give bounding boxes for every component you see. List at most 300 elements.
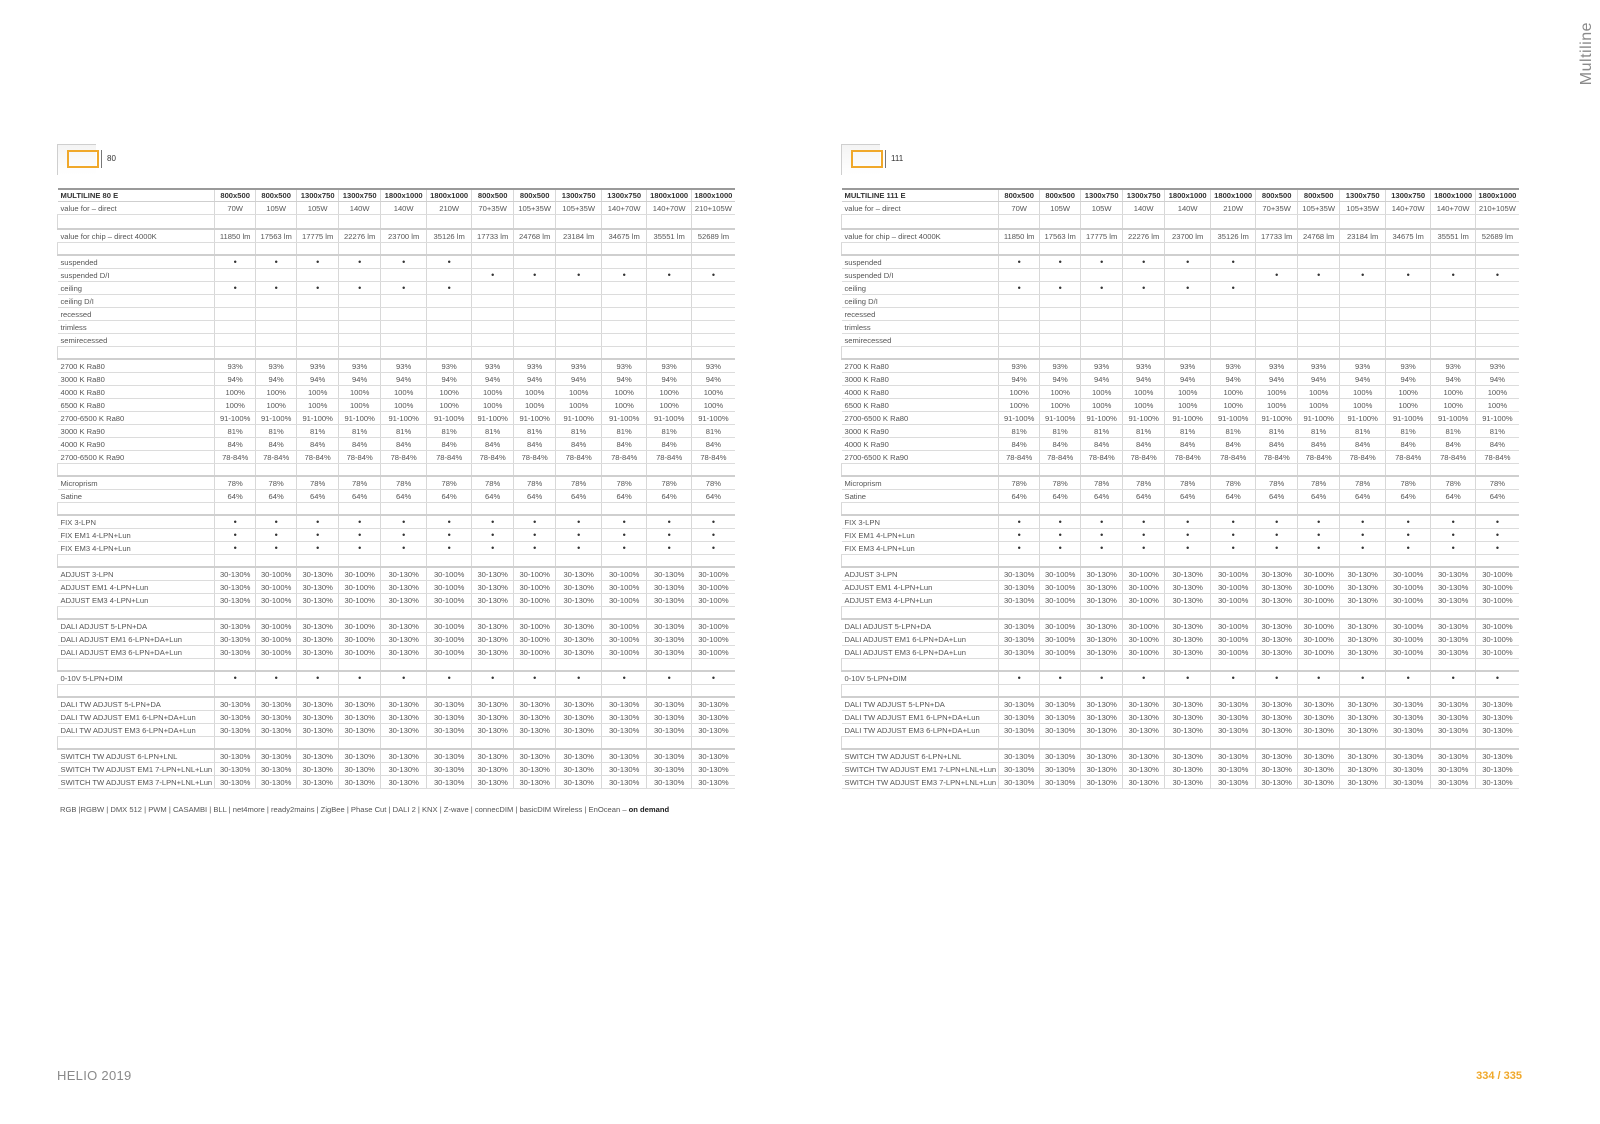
table-cell: 100% <box>1340 386 1386 399</box>
table-cell: 30-130% <box>297 633 339 646</box>
lumen-cell: 23700 lm <box>1165 229 1211 243</box>
separator-cell <box>647 464 692 477</box>
table-cell: 100% <box>1040 386 1081 399</box>
table-cell <box>1211 295 1256 308</box>
table-cell: 91-100% <box>1256 412 1298 425</box>
table-cell: 30-100% <box>1298 581 1340 594</box>
table-cell: 30-130% <box>215 711 256 724</box>
row-label: 4000 K Ra80 <box>842 386 999 399</box>
separator-cell <box>1081 607 1123 620</box>
table-row <box>58 255 735 269</box>
table-cell: 100% <box>1040 399 1081 412</box>
table-cell: 30-100% <box>1040 567 1081 581</box>
separator-cell <box>472 737 514 750</box>
table-cell: 30-130% <box>999 646 1040 659</box>
row-label: 4000 K Ra90 <box>842 438 999 451</box>
spacer-cell <box>1476 215 1519 230</box>
protocols-text: RGB |RGBW | DMX 512 | PWM | CASAMBI | BLL | net4more | ready2mains | ZigBee | Phase Cut | DALI 2 | KNX | Z-wave | connecDIM | basicDIM Wireless | EnOcean – <box>60 805 629 814</box>
separator-cell <box>556 659 602 672</box>
separator-cell <box>1386 503 1431 516</box>
table-cell <box>256 308 297 321</box>
lumen-cell: 52689 lm <box>692 229 735 243</box>
table-cell: 100% <box>381 399 427 412</box>
table-cell: • <box>1123 255 1165 269</box>
table-cell: 30-130% <box>1165 594 1211 607</box>
table-cell: 30-130% <box>556 633 602 646</box>
table-cell: 30-130% <box>692 763 735 776</box>
separator-cell <box>1386 607 1431 620</box>
row-label: 3000 K Ra90 <box>842 425 999 438</box>
size-header: 1800x1000 <box>647 189 692 202</box>
separator-cell <box>1040 659 1081 672</box>
separator-cell <box>1476 607 1519 620</box>
lumen-cell: 17563 lm <box>256 229 297 243</box>
table-cell: 30-130% <box>514 749 556 763</box>
row-label: FIX 3-LPN <box>58 515 215 529</box>
separator-cell <box>842 464 999 477</box>
table-cell: • <box>514 671 556 685</box>
separator-cell <box>1431 347 1476 360</box>
table-cell: 78% <box>999 476 1040 490</box>
separator-cell <box>1298 607 1340 620</box>
table-cell: • <box>472 269 514 282</box>
table-cell: 30-130% <box>647 711 692 724</box>
separator-cell <box>1340 555 1386 568</box>
table-cell: • <box>514 542 556 555</box>
table-row <box>58 646 735 659</box>
table-cell <box>999 269 1040 282</box>
table-cell <box>647 334 692 347</box>
group-separator <box>842 555 1519 568</box>
table-cell: • <box>381 515 427 529</box>
row-label: Satine <box>58 490 215 503</box>
table-cell: 91-100% <box>427 412 472 425</box>
wattage-cell: 105W <box>297 202 339 215</box>
table-cell: 84% <box>339 438 381 451</box>
table-cell: 100% <box>1340 399 1386 412</box>
table-cell: 100% <box>339 386 381 399</box>
table-row <box>58 438 735 451</box>
table-cell: • <box>1165 671 1211 685</box>
table-cell <box>339 295 381 308</box>
table-row <box>58 697 735 711</box>
table-title: MULTILINE 111 E <box>842 189 999 202</box>
table-cell: 93% <box>556 359 602 373</box>
table-cell: • <box>1081 255 1123 269</box>
table-cell: 30-130% <box>647 724 692 737</box>
separator-cell <box>1298 464 1340 477</box>
row-label: ADJUST EM1 4-LPN+Lun <box>842 581 999 594</box>
table-cell: • <box>427 282 472 295</box>
table-cell <box>1386 255 1431 269</box>
table-cell <box>1081 308 1123 321</box>
table-cell: • <box>647 542 692 555</box>
table-cell: • <box>1256 515 1298 529</box>
table-cell: 100% <box>999 399 1040 412</box>
table-cell: 78% <box>1081 476 1123 490</box>
table-cell <box>602 308 647 321</box>
separator-cell <box>472 555 514 568</box>
separator-cell <box>1256 503 1298 516</box>
table-row <box>58 671 735 685</box>
table-cell: 30-130% <box>1081 711 1123 724</box>
table-cell: • <box>556 542 602 555</box>
separator-cell <box>297 243 339 256</box>
table-cell: 30-130% <box>602 711 647 724</box>
table-row <box>842 776 1519 789</box>
separator-cell <box>1211 347 1256 360</box>
table-cell: 30-100% <box>256 581 297 594</box>
table-cell: 84% <box>427 438 472 451</box>
table-cell <box>1340 295 1386 308</box>
table-cell: • <box>1386 529 1431 542</box>
table-cell: 93% <box>1123 359 1165 373</box>
table-cell: • <box>297 671 339 685</box>
table-cell: 84% <box>647 438 692 451</box>
table-cell: 30-130% <box>1040 763 1081 776</box>
table-cell <box>692 308 735 321</box>
table-cell: 81% <box>1298 425 1340 438</box>
table-cell: 30-100% <box>692 567 735 581</box>
table-cell: 30-130% <box>647 646 692 659</box>
table-cell: 30-130% <box>556 711 602 724</box>
table-cell: • <box>692 269 735 282</box>
table-cell: 30-130% <box>1081 581 1123 594</box>
table-cell: 30-130% <box>1123 776 1165 789</box>
table-cell: • <box>339 671 381 685</box>
table-cell <box>297 321 339 334</box>
row-label: SWITCH TW ADJUST EM3 7-LPN+LNL+Lun <box>842 776 999 789</box>
table-cell: 30-100% <box>514 633 556 646</box>
separator-cell <box>381 347 427 360</box>
table-cell: • <box>1386 515 1431 529</box>
table-cell: 30-130% <box>1211 711 1256 724</box>
separator-cell <box>1431 685 1476 698</box>
table-cell: 93% <box>1165 359 1211 373</box>
table-cell: 91-100% <box>1081 412 1123 425</box>
table-cell <box>1211 308 1256 321</box>
separator-cell <box>1476 347 1519 360</box>
table-cell <box>256 269 297 282</box>
wattage-cell: 105W <box>256 202 297 215</box>
table-cell: 30-130% <box>1081 697 1123 711</box>
table-cell: 30-130% <box>556 776 602 789</box>
lumen-cell: 23700 lm <box>381 229 427 243</box>
wattage-label: value for – direct <box>842 202 999 215</box>
table-row <box>842 581 1519 594</box>
group-separator <box>58 555 735 568</box>
separator-cell <box>1256 737 1298 750</box>
separator-cell <box>514 464 556 477</box>
table-cell: 30-100% <box>1123 567 1165 581</box>
table-cell: 30-130% <box>514 724 556 737</box>
table-cell: 91-100% <box>472 412 514 425</box>
row-label: SWITCH TW ADJUST 6-LPN+LNL <box>58 749 215 763</box>
wattage-cell: 140W <box>339 202 381 215</box>
table-cell: 30-100% <box>256 619 297 633</box>
size-header: 1800x1000 <box>692 189 735 202</box>
table-cell: • <box>1340 529 1386 542</box>
table-cell: • <box>1165 255 1211 269</box>
group-separator <box>842 464 1519 477</box>
wattage-cell: 70+35W <box>1256 202 1298 215</box>
table-cell <box>556 255 602 269</box>
table-row <box>58 451 735 464</box>
table-cell: 84% <box>1431 438 1476 451</box>
table-row <box>58 295 735 308</box>
table-cell: 84% <box>1298 438 1340 451</box>
table-cell <box>514 282 556 295</box>
table-cell: 81% <box>1165 425 1211 438</box>
table-cell: • <box>1081 282 1123 295</box>
spacer-cell <box>1340 215 1386 230</box>
separator-cell <box>1431 243 1476 256</box>
table-cell: 30-100% <box>1386 581 1431 594</box>
separator-cell <box>1386 685 1431 698</box>
table-cell: 30-130% <box>427 724 472 737</box>
table-row <box>58 515 735 529</box>
table-cell: 30-100% <box>1386 594 1431 607</box>
table-cell: • <box>1431 529 1476 542</box>
table-cell: • <box>1298 269 1340 282</box>
table-cell: 30-100% <box>692 581 735 594</box>
separator-cell <box>1040 347 1081 360</box>
table-cell: • <box>602 529 647 542</box>
table-cell: 30-130% <box>1256 763 1298 776</box>
separator-cell <box>1476 464 1519 477</box>
table-cell: 84% <box>1081 438 1123 451</box>
spacer-cell <box>1298 215 1340 230</box>
wattage-cell: 210+105W <box>1476 202 1519 215</box>
separator-cell <box>1298 555 1340 568</box>
table-cell: 30-100% <box>339 646 381 659</box>
table-cell: 100% <box>472 399 514 412</box>
table-cell <box>381 321 427 334</box>
table-cell: 100% <box>1081 386 1123 399</box>
table-cell: 78% <box>514 476 556 490</box>
table-cell <box>692 255 735 269</box>
table-cell <box>1165 308 1211 321</box>
table-cell <box>427 295 472 308</box>
lumen-cell: 23184 lm <box>1340 229 1386 243</box>
table-cell: 78% <box>692 476 735 490</box>
table-cell: • <box>602 269 647 282</box>
group-separator <box>842 659 1519 672</box>
table-cell <box>1298 308 1340 321</box>
table-cell: 30-100% <box>1476 619 1519 633</box>
table-cell <box>256 321 297 334</box>
row-label: semirecessed <box>842 334 999 347</box>
table-cell: 30-100% <box>1476 646 1519 659</box>
table-cell: 30-130% <box>692 697 735 711</box>
table-row <box>842 476 1519 490</box>
table-cell: 78-84% <box>381 451 427 464</box>
table-cell <box>514 308 556 321</box>
table-row <box>58 399 735 412</box>
table-cell: • <box>514 269 556 282</box>
separator-cell <box>1211 659 1256 672</box>
table-cell: 78% <box>297 476 339 490</box>
separator-cell <box>1386 737 1431 750</box>
table-cell: 30-130% <box>1476 749 1519 763</box>
table-cell <box>427 269 472 282</box>
spacer-cell <box>1211 215 1256 230</box>
table-cell: 30-130% <box>215 567 256 581</box>
table-cell: • <box>692 671 735 685</box>
table-cell: 30-130% <box>472 697 514 711</box>
table-cell: • <box>556 269 602 282</box>
separator-cell <box>602 347 647 360</box>
table-cell: 30-130% <box>1123 749 1165 763</box>
table-cell: 78% <box>1431 476 1476 490</box>
table-cell: 30-130% <box>1431 697 1476 711</box>
row-label: suspended <box>842 255 999 269</box>
separator-cell <box>58 555 215 568</box>
table-cell: 78% <box>1256 476 1298 490</box>
separator-cell <box>602 243 647 256</box>
table-cell: • <box>647 269 692 282</box>
table-cell: 93% <box>427 359 472 373</box>
table-cell: 78% <box>556 476 602 490</box>
table-cell: 30-100% <box>1476 567 1519 581</box>
table-cell: • <box>1040 515 1081 529</box>
row-label: DALI ADJUST EM1 6-LPN+DA+Lun <box>842 633 999 646</box>
table-cell: 91-100% <box>602 412 647 425</box>
table-cell: 30-130% <box>297 749 339 763</box>
table-cell: 30-130% <box>472 646 514 659</box>
table-cell: 30-130% <box>1476 776 1519 789</box>
table-cell <box>1211 334 1256 347</box>
table-cell: 78% <box>381 476 427 490</box>
wattage-cell: 70W <box>215 202 256 215</box>
spacer-cell <box>1256 215 1298 230</box>
table-cell: 30-130% <box>1256 581 1298 594</box>
table-cell: • <box>692 515 735 529</box>
table-cell: 64% <box>556 490 602 503</box>
table-cell: 100% <box>556 399 602 412</box>
table-cell: 100% <box>1081 399 1123 412</box>
row-label: semirecessed <box>58 334 215 347</box>
table-cell: 78-84% <box>556 451 602 464</box>
table-cell: 30-130% <box>1165 711 1211 724</box>
table-cell <box>215 269 256 282</box>
table-cell: 30-130% <box>1298 711 1340 724</box>
table-cell: 84% <box>556 438 602 451</box>
row-label: FIX EM3 4-LPN+Lun <box>58 542 215 555</box>
table-cell: 100% <box>556 386 602 399</box>
separator-cell <box>215 685 256 698</box>
size-header: 1300x750 <box>1123 189 1165 202</box>
table-cell: 64% <box>1431 490 1476 503</box>
lumen-cell: 17775 lm <box>297 229 339 243</box>
separator-cell <box>999 555 1040 568</box>
row-label: Satine <box>842 490 999 503</box>
table-cell: 30-130% <box>1040 724 1081 737</box>
table-cell <box>556 308 602 321</box>
table-row <box>842 373 1519 386</box>
table-row <box>842 412 1519 425</box>
row-label: 3000 K Ra80 <box>58 373 215 386</box>
table-cell: 30-130% <box>1431 749 1476 763</box>
table-cell <box>472 295 514 308</box>
table-cell: • <box>472 542 514 555</box>
table-cell: 30-130% <box>427 697 472 711</box>
table-cell: 91-100% <box>297 412 339 425</box>
table-cell: 30-100% <box>602 646 647 659</box>
separator-cell <box>999 347 1040 360</box>
group-separator <box>58 685 735 698</box>
row-label: suspended D/I <box>842 269 999 282</box>
table-cell: 30-130% <box>381 697 427 711</box>
lumen-cell: 35126 lm <box>1211 229 1256 243</box>
separator-cell <box>692 503 735 516</box>
table-cell: • <box>1081 529 1123 542</box>
table-cell: • <box>256 529 297 542</box>
table-cell: 94% <box>1431 373 1476 386</box>
table-cell: 81% <box>1340 425 1386 438</box>
table-cell: 30-130% <box>1476 711 1519 724</box>
table-cell: 30-130% <box>1431 711 1476 724</box>
table-cell: 30-100% <box>427 633 472 646</box>
table-cell: 30-100% <box>339 594 381 607</box>
separator-cell <box>514 607 556 620</box>
separator-cell <box>1211 555 1256 568</box>
table-cell: 91-100% <box>692 412 735 425</box>
table-cell <box>1298 282 1340 295</box>
table-row <box>58 529 735 542</box>
table-cell: 64% <box>1081 490 1123 503</box>
table-cell: • <box>602 671 647 685</box>
table-cell: 30-130% <box>1386 763 1431 776</box>
table-cell: 30-130% <box>1040 711 1081 724</box>
table-cell: 30-100% <box>692 594 735 607</box>
separator-cell <box>1256 607 1298 620</box>
table-cell: 81% <box>1211 425 1256 438</box>
table-cell: 93% <box>1298 359 1340 373</box>
table-cell: 64% <box>1386 490 1431 503</box>
separator-cell <box>58 464 215 477</box>
table-cell: 100% <box>215 386 256 399</box>
lumen-label: value for chip – direct 4000K <box>842 229 999 243</box>
lumen-row <box>58 229 735 243</box>
group-separator <box>842 685 1519 698</box>
table-cell: 100% <box>1165 386 1211 399</box>
table-cell <box>1340 308 1386 321</box>
table-cell: 30-130% <box>1340 711 1386 724</box>
table-row <box>58 425 735 438</box>
table-cell: 30-130% <box>1081 594 1123 607</box>
table-cell: • <box>1298 515 1340 529</box>
table-cell: 64% <box>472 490 514 503</box>
table-cell: • <box>1211 529 1256 542</box>
table-cell: 30-100% <box>1298 567 1340 581</box>
table-cell: • <box>1298 529 1340 542</box>
separator-cell <box>58 503 215 516</box>
separator-cell <box>999 659 1040 672</box>
table-cell: • <box>215 255 256 269</box>
table-cell: 91-100% <box>256 412 297 425</box>
table-cell <box>215 321 256 334</box>
table-cell: 30-130% <box>1340 763 1386 776</box>
table-cell <box>1476 282 1519 295</box>
table-cell: 91-100% <box>514 412 556 425</box>
table-cell: 78% <box>215 476 256 490</box>
table-cell: 30-130% <box>1256 633 1298 646</box>
size-header: 800x500 <box>215 189 256 202</box>
table-cell: 93% <box>1476 359 1519 373</box>
table-cell: 100% <box>692 386 735 399</box>
lumen-cell: 11850 lm <box>215 229 256 243</box>
